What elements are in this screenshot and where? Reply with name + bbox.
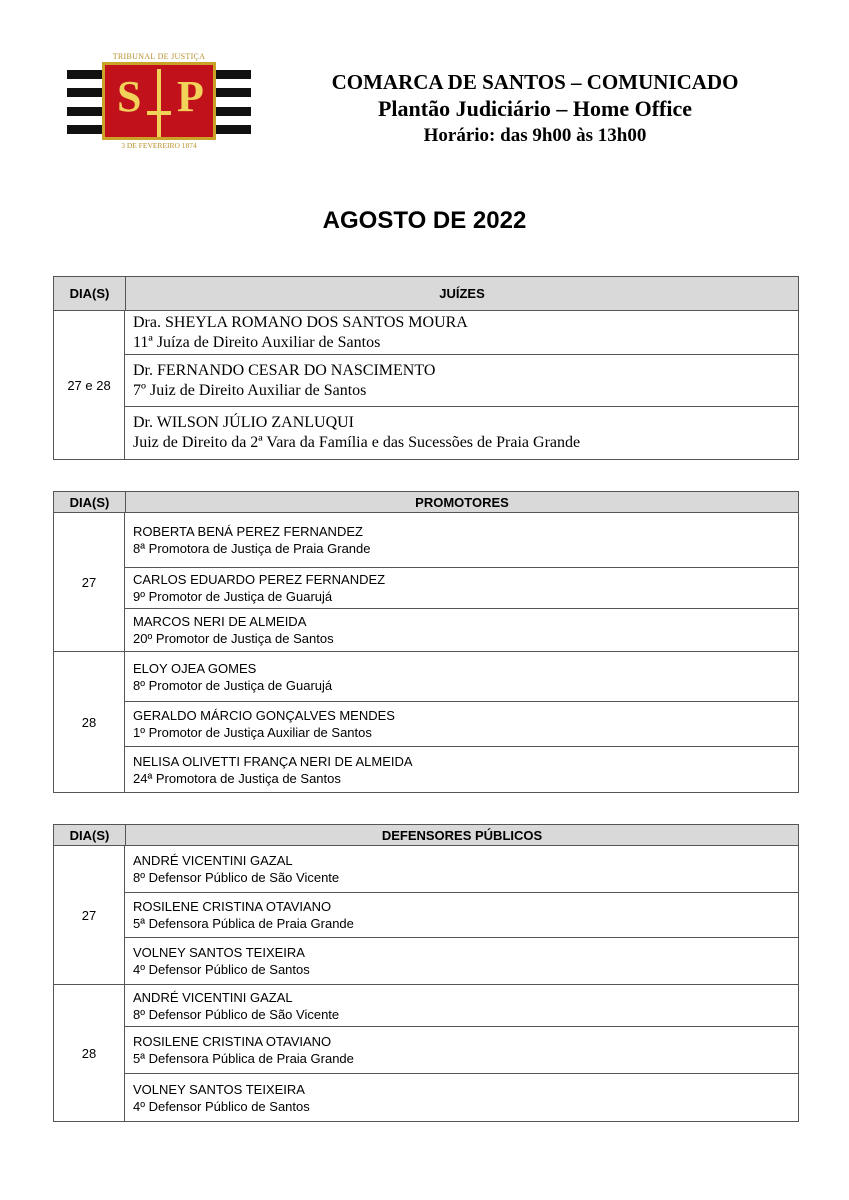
col-header-day: DIA(S): [54, 492, 126, 512]
logo-bottom-text: 3 DE FEVEREIRO 1874: [121, 141, 197, 150]
judge-name: Dra. SHEYLA ROMANO DOS SANTOS MOURA: [133, 313, 468, 331]
day-cell: 27: [54, 513, 125, 651]
judges-group: [54, 311, 798, 459]
defender-role: 5ª Defensora Pública de Praia Grande: [133, 1051, 354, 1066]
header-line-3: Horário: das 9h00 às 13h00: [423, 125, 647, 146]
prosecutor-role: 9º Promotor de Justiça de Guarujá: [133, 589, 333, 604]
document-title: AGOSTO DE 2022: [322, 207, 527, 234]
defender-name: VOLNEY SANTOS TEIXEIRA: [133, 945, 305, 960]
col-header-prosecutors: PROMOTORES: [415, 494, 509, 510]
defender-name: ROSILENE CRISTINA OTAVIANO: [133, 899, 332, 914]
logo-seal: [102, 62, 216, 140]
defenders-table: [53, 824, 799, 1122]
prosecutor-row: [125, 702, 798, 747]
prosecutor-name: MARCOS NERI DE ALMEIDA: [133, 614, 307, 629]
col-header-judges: JUÍZES: [439, 286, 485, 301]
judge-role: 7º Juiz de Direito Auxiliar de Santos: [133, 381, 367, 399]
judge-role: 11ª Juíza de Direito Auxiliar de Santos: [133, 333, 381, 351]
judges-table-header: [54, 277, 798, 311]
defender-role: 8º Defensor Público de São Vicente: [133, 1006, 340, 1022]
col-header-day: DIA(S): [54, 825, 126, 845]
prosecutors-group-28: [54, 652, 798, 792]
sword-icon: [157, 69, 161, 137]
header-line-1: COMARCA DE SANTOS – COMUNICADO: [331, 70, 739, 94]
defender-row: [125, 938, 798, 984]
judge-role: Juiz de Direito da 2ª Vara da Família e das Sucessões de Praia Grande: [133, 434, 581, 451]
day-cell: 28: [54, 652, 125, 792]
judge-name: Dr. WILSON JÚLIO ZANLUQUI: [133, 414, 355, 431]
defender-role: 4º Defensor Público de Santos: [133, 962, 310, 977]
prosecutor-name: ELOY OJEA GOMES: [133, 660, 257, 676]
logo-letter-p: P: [177, 72, 204, 121]
defender-row: [125, 1027, 798, 1074]
prosecutor-row: [125, 513, 798, 568]
defender-role: 8º Defensor Público de São Vicente: [133, 870, 340, 885]
day-cell: 28: [54, 985, 125, 1121]
logo-top-text: TRIBUNAL DE JUSTIÇA: [112, 52, 206, 61]
sword-guard-icon: [147, 111, 171, 115]
defender-name: ANDRÉ VICENTINI GAZAL: [133, 989, 293, 1005]
prosecutor-name: CARLOS EDUARDO PEREZ FERNANDEZ: [133, 572, 386, 587]
logo-letter-s: S: [117, 72, 142, 121]
prosecutors-table: [53, 491, 799, 793]
prosecutor-name: GERALDO MÁRCIO GONÇALVES MENDES: [133, 708, 395, 723]
judge-name: Dr. FERNANDO CESAR DO NASCIMENTO: [133, 361, 436, 379]
defender-name: VOLNEY SANTOS TEIXEIRA: [133, 1081, 305, 1097]
prosecutor-role: 24ª Promotora de Justiça de Santos: [133, 770, 341, 786]
prosecutor-row: [125, 652, 798, 702]
col-header-day: DIA(S): [54, 277, 126, 310]
judge-row: [125, 407, 798, 459]
defenders-group-28: [54, 985, 798, 1121]
prosecutor-role: 8ª Promotora de Justiça de Praia Grande: [133, 541, 371, 556]
prosecutor-role: 8º Promotor de Justiça de Guarujá: [133, 677, 333, 693]
judge-row: [125, 355, 798, 407]
prosecutor-name: ROBERTA BENÁ PEREZ FERNANDEZ: [133, 524, 363, 539]
defender-row: [125, 1074, 798, 1121]
defenders-table-header: [54, 825, 798, 846]
day-cell: 27 e 28: [54, 311, 125, 459]
prosecutors-group-27: [54, 513, 798, 652]
prosecutor-name: NELISA OLIVETTI FRANÇA NERI DE ALMEIDA: [133, 753, 413, 769]
defender-name: ROSILENE CRISTINA OTAVIANO: [133, 1034, 332, 1049]
defender-role: 5ª Defensora Pública de Praia Grande: [133, 916, 354, 931]
col-header-defenders: DEFENSORES PÚBLICOS: [381, 827, 543, 843]
tribunal-logo: [67, 53, 251, 153]
defender-row: [125, 846, 798, 893]
defender-row: [125, 985, 798, 1027]
prosecutors-table-header: [54, 492, 798, 513]
prosecutor-row: [125, 747, 798, 792]
defender-role: 4º Defensor Público de Santos: [133, 1098, 310, 1114]
defenders-group-27: [54, 846, 798, 985]
prosecutor-role: 1º Promotor de Justiça Auxiliar de Santos: [133, 725, 372, 740]
judge-row: [125, 311, 798, 355]
defender-name: ANDRÉ VICENTINI GAZAL: [133, 853, 293, 868]
header-line-2: Plantão Judiciário – Home Office: [377, 96, 693, 121]
judges-table: [53, 276, 799, 460]
prosecutor-role: 20º Promotor de Justiça de Santos: [133, 631, 334, 646]
day-cell: 27: [54, 846, 125, 984]
prosecutor-row: [125, 568, 798, 609]
prosecutor-row: [125, 609, 798, 651]
defender-row: [125, 893, 798, 938]
